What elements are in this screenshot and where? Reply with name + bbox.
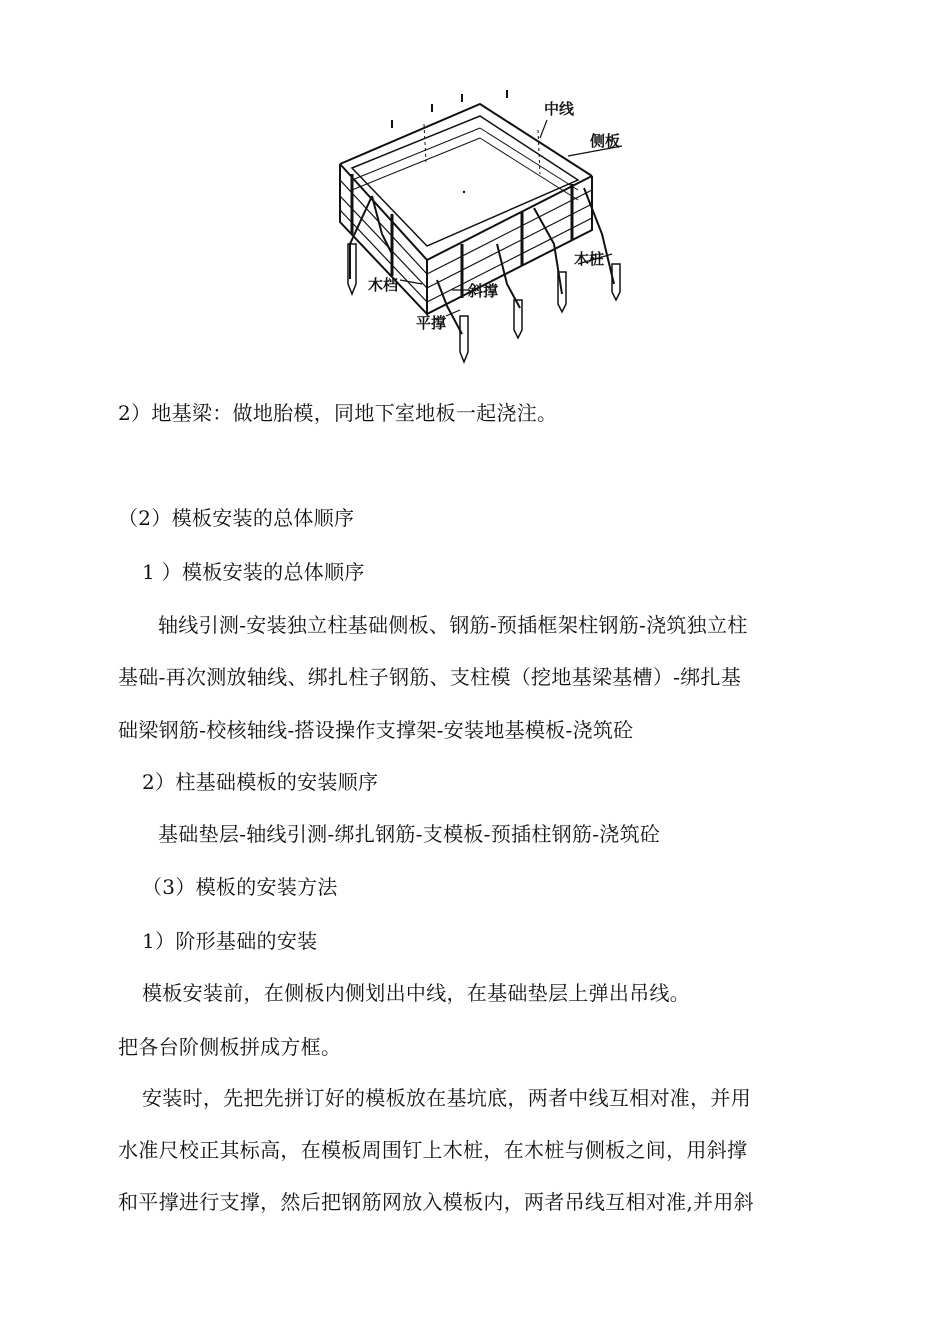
paragraph-install-line-2: 水准尺校正其标高，在模板周围钉上木桩，在木桩与侧板之间，用斜撑 — [118, 1138, 748, 1162]
heading-installation-method: （3）模板的安装方法 — [142, 875, 338, 899]
paragraph-install-line-3: 和平撑进行支撑，然后把钢筋网放入模板内，两者吊线互相对准,并用斜 — [118, 1190, 754, 1214]
formwork-diagram — [322, 84, 644, 370]
paragraph-sequence-line-2: 基础-再次测放轴线、绑扎柱子钢筋、支柱模（挖地基梁基槽）-绑扎基 — [118, 665, 742, 689]
paragraph-sequence-line-1: 轴线引测-安装独立柱基础侧板、钢筋-预插框架柱钢筋-浇筑独立柱 — [158, 613, 748, 637]
heading-overall-sequence: （2）模板安装的总体顺序 — [118, 506, 355, 530]
label-side-board: 侧板 — [590, 132, 621, 150]
subheading-stepped-foundation: 1）阶形基础的安装 — [142, 929, 318, 953]
paragraph-before-installation: 模板安装前，在侧板内侧划出中线，在基础垫层上弹出吊线。 — [142, 981, 691, 1005]
paragraph-assemble-frame: 把各台阶侧板拼成方框。 — [118, 1035, 342, 1059]
wood-stake — [460, 316, 468, 362]
paragraph-foundation-beam: 2）地基梁：做地胎模，同地下室地板一起浇注。 — [118, 401, 558, 425]
label-diagonal-brace: 斜撑 — [468, 282, 499, 300]
paragraph-install-line-1: 安装时，先把先拼订好的模板放在基坑底，两者中线互相对准，并用 — [142, 1086, 751, 1110]
center-dot — [463, 191, 465, 193]
paragraph-column-base-sequence: 基础垫层-轴线引测-绑扎钢筋-支模板-预插柱钢筋-浇筑砼 — [158, 822, 661, 846]
label-wood-pile: 木桩 — [574, 250, 605, 268]
back-planks — [352, 128, 578, 200]
leader-center-line — [540, 120, 547, 138]
right-planks — [427, 190, 592, 302]
formwork-right-face — [427, 176, 592, 314]
formwork-diagram-svg — [322, 84, 644, 370]
paragraph-sequence-line-3: 础梁钢筋-校核轴线-搭设操作支撑架-安装地基模板-浇筑砼 — [118, 718, 634, 742]
label-flat-brace: 平撑 — [416, 314, 447, 332]
label-wood-block: 木档 — [368, 276, 399, 294]
subheading-column-base-sequence: 2）柱基础模板的安装顺序 — [142, 770, 379, 794]
leader-wood-block — [400, 280, 422, 284]
label-center-line: 中线 — [544, 100, 575, 118]
subheading-overall-sequence: 1 ）模板安装的总体顺序 — [142, 560, 365, 584]
